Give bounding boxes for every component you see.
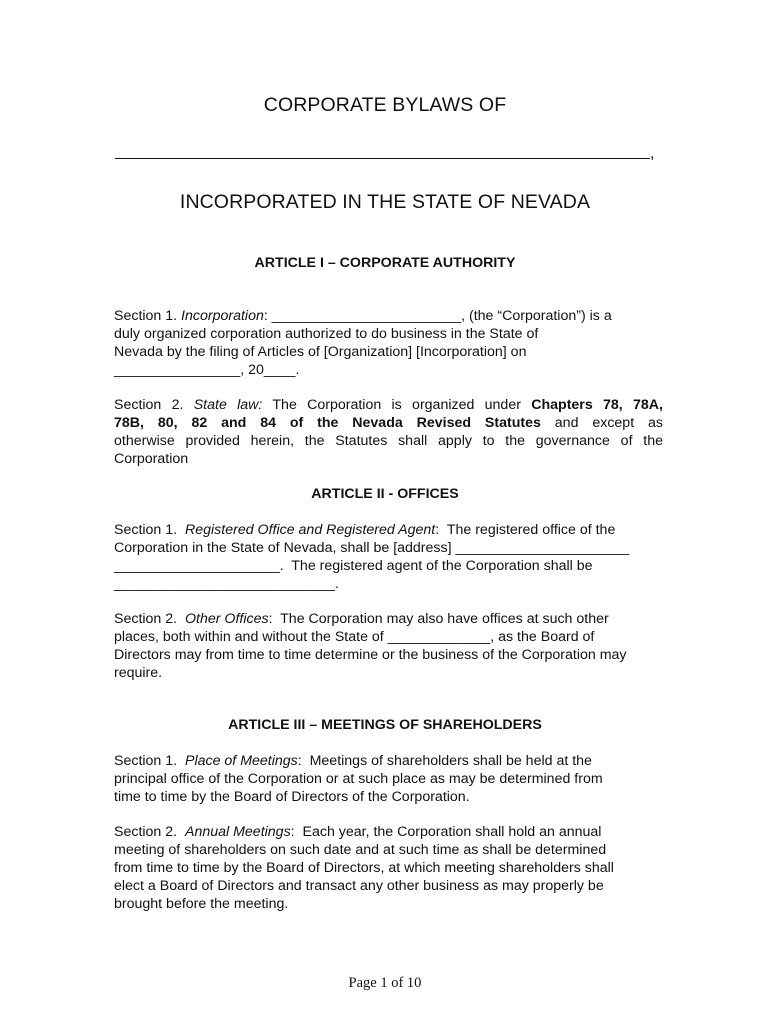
section-text-line: Nevada by the filing of Articles of [Organization] [Incorporation] on xyxy=(114,344,527,360)
section-label: Section 1. xyxy=(114,308,182,324)
section-label: Section 2. xyxy=(114,611,185,627)
section-title: Incorporation xyxy=(181,308,264,324)
section-text-line: duly organized corporation authorized to do business in the State of xyxy=(114,326,539,342)
article-2-section-1 xyxy=(114,521,664,593)
section-text-line: elect a Board of Directors and transact any other business as may properly be xyxy=(114,878,604,894)
article-1-heading: ARTICLE I – CORPORATE AUTHORITY xyxy=(254,255,516,271)
section-text: and except as xyxy=(540,415,663,431)
section-text-bold: Chapters 78, 78A, xyxy=(531,397,663,413)
section-text: The Corporation is organized under xyxy=(262,397,532,413)
section-label: Section 2. xyxy=(114,397,194,413)
article-3-heading: ARTICLE III – MEETINGS OF SHAREHOLDERS xyxy=(228,717,542,733)
section-text-line: Corporation xyxy=(114,451,189,467)
section-title: Place of Meetings xyxy=(184,753,298,769)
section-label: Section 1. xyxy=(114,522,185,538)
section-text-line: ________________, 20____. xyxy=(114,362,300,378)
article-1-section-2 xyxy=(114,396,663,468)
article-3-section-1 xyxy=(114,752,664,806)
section-text: : The Corporation may also have offices at such other xyxy=(268,611,609,627)
article-2-section-2 xyxy=(114,610,664,682)
section-text-line: principal office of the Corporation or at such place as may be determined from xyxy=(114,771,603,787)
section-text-line: ____________________________. xyxy=(114,576,339,592)
article-3-section-2 xyxy=(114,823,664,913)
section-text-line: Corporation in the State of Nevada, shall be [address] ______________________ xyxy=(114,540,630,556)
section-label: Section 2. xyxy=(114,824,185,840)
section-title: State law: xyxy=(193,397,263,413)
section-text-line: otherwise provided herein, the Statutes shall apply to the governance of the xyxy=(114,433,663,449)
section-text-line: meeting of shareholders on such date and at such time as shall be determined xyxy=(114,842,607,858)
section-text-bold: 78B, 80, 82 and 84 of the Nevada Revised Statutes xyxy=(114,415,541,431)
document-title: CORPORATE BYLAWS OF xyxy=(263,94,507,116)
section-text-line: require. xyxy=(114,665,163,681)
section-text-line: : ________________________, (the “Corporation”) is a xyxy=(263,308,612,324)
section-text-line: _____________________. The registered agent of the Corporation shall be xyxy=(114,558,593,574)
article-1-section-1 xyxy=(114,307,664,379)
article-2-heading: ARTICLE II - OFFICES xyxy=(311,486,459,502)
page-number: Page 1 of 10 xyxy=(348,975,422,991)
section-text: : The registered office of the xyxy=(435,522,616,538)
section-text-line: Directors may from time to time determine or the business of the Corporation may xyxy=(114,647,627,663)
section-text-line: from time to time by the Board of Directors, at which meeting shareholders shall xyxy=(114,860,614,876)
section-text: : Meetings of shareholders shall be held at the xyxy=(297,753,592,769)
section-title: Annual Meetings xyxy=(184,824,291,840)
document-subtitle: INCORPORATED IN THE STATE OF NEVADA xyxy=(179,191,591,213)
company-name-blank xyxy=(115,158,650,159)
section-title: Other Offices xyxy=(184,611,269,627)
section-text-line: time to time by the Board of Directors of the Corporation. xyxy=(114,789,470,805)
section-text-line: places, both within and without the State of _____________, as the Board of xyxy=(114,629,595,645)
section-title: Registered Office and Registered Agent xyxy=(184,522,436,538)
company-name-comma: , xyxy=(650,145,655,162)
section-text: : Each year, the Corporation shall hold an annual xyxy=(290,824,602,840)
section-label: Section 1. xyxy=(114,753,185,769)
section-text-line: brought before the meeting. xyxy=(114,896,289,912)
